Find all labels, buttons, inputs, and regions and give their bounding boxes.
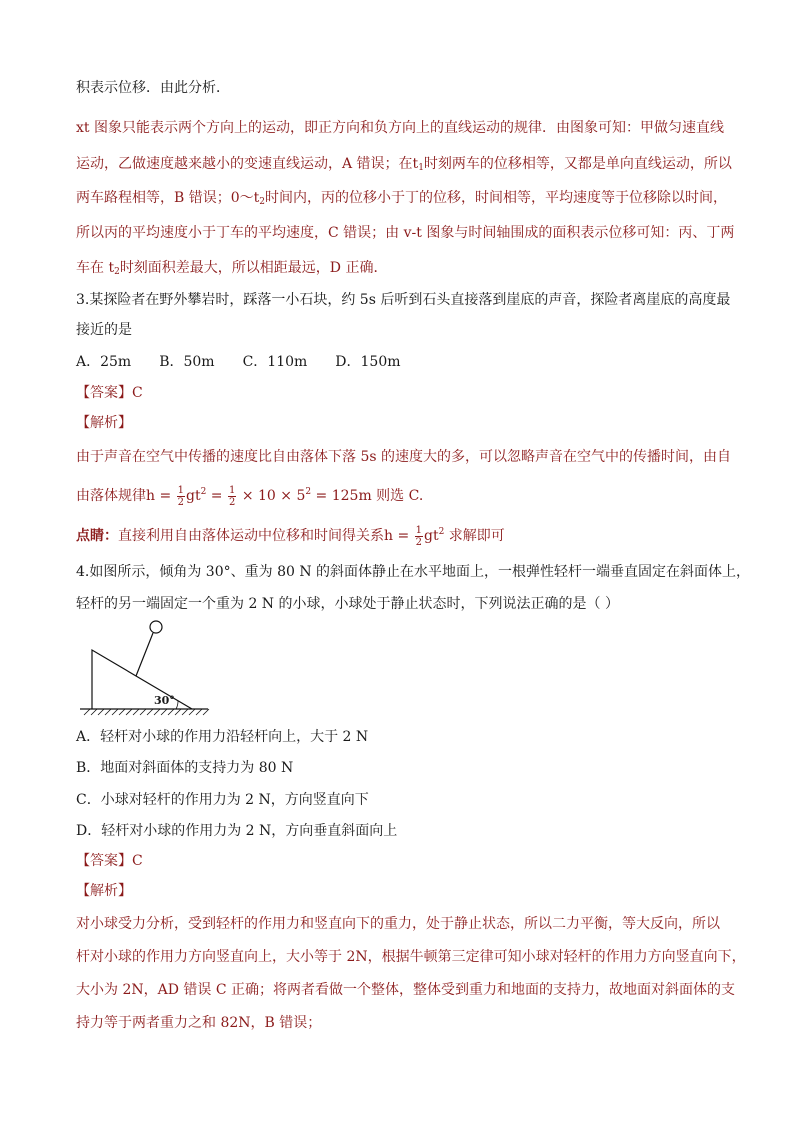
incline-figure <box>76 618 216 720</box>
rod <box>136 633 153 676</box>
angle-label: 30° <box>154 694 175 707</box>
prev-analysis-line: 所以丙的平均速度小于丁车的平均速度，C 错误；由 v-t 图象与时间轴围成的面积表示位移可知：丙、丁两 <box>76 225 735 241</box>
q3-answer: 【答案】C <box>76 385 143 401</box>
q4-option-b: B．地面对斜面体的支持力为 80 N <box>76 760 294 776</box>
q4-stem: 4.如图所示，倾角为 30°、重为 80 N 的斜面体静止在水平地面上，一根弹性轻杆一端垂直固定在斜面体上， <box>76 564 751 580</box>
incline-body <box>92 650 192 709</box>
prev-analysis-line: xt 图象只能表示两个方向上的运动，即正方向和负方向上的直线运动的规律．由图象可知：甲做匀速直线 <box>76 120 724 136</box>
q4-explanation: 杆对小球的作用力方向竖直向上，大小等于 2N，根据牛顿第三定律可知小球对轻杆的作用力方向竖直向下， <box>76 949 746 965</box>
q4-option-c: C．小球对轻杆的作用力为 2 N，方向竖直向下 <box>76 792 369 808</box>
angle-arc <box>176 701 178 709</box>
prev-analysis-line: 运动，乙做速度越来越小的变速直线运动，A 错误；在$t_1$时刻两车的位移相等，又都是单向直线运动，所以 <box>76 156 732 173</box>
q4-analysis-label: 【解析】 <box>76 883 132 899</box>
q4-stem: 轻杆的另一端固定一个重为 2 N 的小球，小球处于静止状态时，下列说法正确的是（ ） <box>76 596 619 612</box>
q3-stem: 接近的是 <box>76 322 132 338</box>
q3-stem: 3.某探险者在野外攀岩时，踩落一小石块，约 5s 后听到石头直接落到崖底的声音，探险者离崖底的高度最 <box>76 292 731 308</box>
fraction: $\frac{1}{2}$ <box>229 484 236 508</box>
q3-analysis-label: 【解析】 <box>76 415 132 431</box>
q4-option-a: A．轻杆对小球的作用力沿轻杆向上，大于 2 N <box>76 729 369 745</box>
prev-analysis-line: 车在 $t_2$时刻面积差最大，所以相距最远，D 正确． <box>76 260 388 277</box>
q3-options: A．25m B．50m C．110m D．150m <box>76 354 401 370</box>
q3-explanation-formula: 由落体规律h = $\frac{1}{2}$ $gt^2$ = $\frac{1}{2}$ × $10 \times 5^2 = 125m$ 则选 C. <box>76 484 424 508</box>
q3-explanation: 由于声音在空气中传播的速度比自由落体下落 5s 的速度大的多，可以忽略声音在空气中的传播时间，由自 <box>76 449 731 465</box>
q4-answer: 【答案】C <box>76 853 143 869</box>
ground-hatching <box>84 709 209 715</box>
q3-tip: 点睛：直接利用自由落体运动中位移和时间得关系h = $\frac{1}{2}$ $gt^2$ 求解即可 <box>76 524 505 548</box>
fraction: $\frac{1}{2}$ <box>415 524 423 548</box>
incline-diagram <box>76 618 216 720</box>
ball <box>150 621 162 633</box>
prev-analysis-line: 积表示位移．由此分析． <box>76 80 230 96</box>
q4-option-d: D．轻杆对小球的作用力为 2 N，方向垂直斜面向上 <box>76 823 398 839</box>
q4-explanation: 大小为 2N，AD 错误 C 正确；将两者看做一个整体，整体受到重力和地面的支持力，故地面对斜面体的支 <box>76 982 736 998</box>
fraction: $\frac{1}{2}$ <box>177 484 185 508</box>
q4-explanation: 对小球受力分析，受到轻杆的作用力和竖直向下的重力，处于静止状态，所以二力平衡，等大反向，所以 <box>76 916 720 932</box>
prev-analysis-line: 两车路程相等，B 错误；$0\sim t_2$时间内，丙的位移小于丁的位移，时间相等，平均速度等于位移除以时间， <box>76 190 728 207</box>
q4-explanation: 持力等于两者重力之和 82N，B 错误； <box>76 1015 322 1031</box>
